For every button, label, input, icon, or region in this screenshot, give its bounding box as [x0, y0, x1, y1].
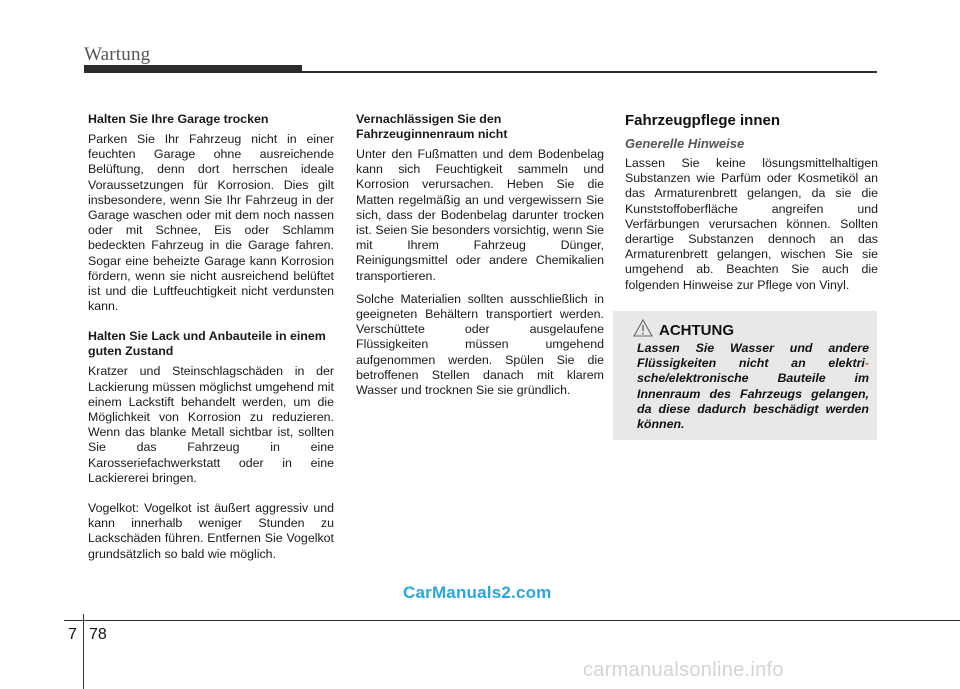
- heading-interior-care: Fahrzeugpflege innen: [625, 112, 781, 129]
- heading-paint: Halten Sie Lack und Anbauteile in einem guten Zustand: [88, 329, 326, 359]
- heading-interior: Vernachlässigen Sie den Fahrzeuginnenraum nicht: [356, 112, 508, 141]
- column-left: [88, 112, 334, 570]
- footer-rule: [64, 620, 960, 621]
- chapter-number: 7: [68, 626, 77, 643]
- watermark-carmanuals2: CarManuals2.com: [403, 583, 552, 602]
- caution-box: [613, 311, 877, 440]
- warning-triangle-icon: [633, 319, 653, 342]
- para-bird-droppings: Vogelkot: Vogelkot ist äußert aggressiv und kann innerhalb weniger Stunden zu Lackschäden führen. Entfernen Sie Vogelkot grundsätzlich so bald wie möglich.: [88, 501, 334, 561]
- column-middle: [356, 112, 604, 406]
- footer-divider-vertical: [83, 614, 84, 689]
- para-interior-moisture: Unter den Fußmatten und dem Bodenbelag kann sich Feuchtigkeit sammeln und Korrosion verursachen. Heben Sie die Matten regelmäßig an und vergewissern Sie sich, dass der Bodenbelag darunter trocken ist. Seien Sie besonders vorsichtig, wenn Sie mit Ihrem Fahrzeug Dünger, Reinigungsmittel oder andere Chemikalien transportieren.: [356, 147, 604, 283]
- page-number: 78: [89, 626, 107, 643]
- para-paint: Kratzer und Steinschlagschäden in der Lackierung müssen möglichst umgehend mit einem Lackstift behandelt werden, um die Möglichkeit von Korrosion zu reduzieren. Wenn das blanke Metall sichtbar ist, sollten Sie das Fahrzeug in eine Karosseriefachwerkstatt oder in eine Lackiererei bringen.: [88, 364, 334, 485]
- para-interior-materials: Solche Materialien sollten ausschließlich in geeigneten Behältern transportiert werden. Verschüttete oder ausgelaufene Flüssigkeiten müssen umgehend aufgenommen werden. Spülen Sie die betroffenen Stellen danach mit klarem Wasser und trocknen Sie sie gründlich.: [356, 291, 604, 398]
- section-title: Wartung: [84, 44, 151, 65]
- subheading-general-notes: Generelle Hinweise: [625, 136, 745, 151]
- caution-header: [633, 319, 734, 342]
- para-interior-care: Lassen Sie keine lösungsmittelhaltigen Substanzen wie Parfüm oder Kosmetiköl an das Armaturenbrett gelangen, da sie die Kunststoffoberfläche angreifen und Verfärbungen verursachen können. Sollten derartige Substanzen dennoch an das Armaturenbrett gelangen, wischen Sie sie umgehend ab. Beachten Sie auch die folgenden Hinweise zur Pflege von Vinyl.: [625, 156, 878, 292]
- caution-title: ACHTUNG: [659, 322, 734, 339]
- column-right: [625, 112, 878, 301]
- para-garage: Parken Sie Ihr Fahrzeug nicht in einer feuchten Garage ohne ausreichende Belüftung, denn dort herrschen ideale Voraussetzungen für Korrosion. Dies gilt insbesondere, wenn Sie Ihr Fahrzeug in der Garage waschen oder mit dem noch nassen oder mit Schnee, Eis oder Schlamm bedeckten Fahrzeug in die Garage fahren. Sogar eine beheizte Garage kann Korrosion fördern, wenn sie nicht ausreichend belüftet ist und die Luftfeuchtigkeit nicht verdunsten kann.: [88, 132, 334, 314]
- header-rule: [84, 71, 877, 73]
- heading-garage: Halten Sie Ihre Garage trocken: [88, 112, 269, 126]
- watermark-carmanualsonline: carmanualsonline.info: [583, 659, 784, 681]
- caution-text: Lassen Sie Wasser und andere Flüssigkeiten nicht an elektri-sche/elektronische Bauteile im Innenraum des Fahrzeugs gelangen, da diese dadurch beschädigt werden können.: [637, 341, 869, 432]
